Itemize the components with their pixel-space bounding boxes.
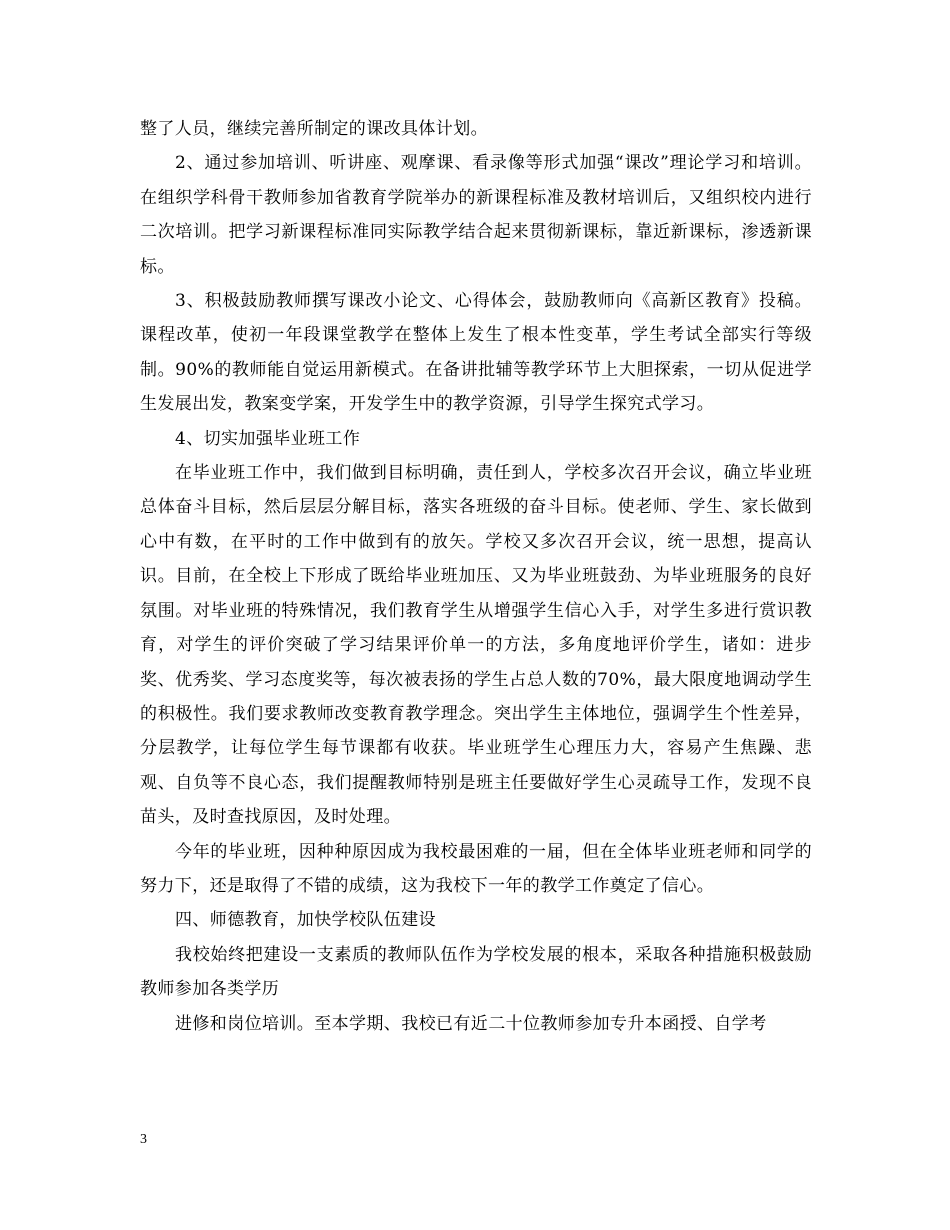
paragraph: 今年的毕业班，因种种原因成为我校最困难的一届，但在全体毕业班老师和同学的努力下，还是取得了不错的成绩，这为我校下一年的教学工作奠定了信心。 [140,841,812,896]
paragraph: 整了人员，继续完善所制定的课改具体计划。 [140,119,488,139]
section-heading: 4、切实加强毕业班工作 [175,428,361,449]
paragraph: 进修和岗位培训。至本学期、我校已有近二十位教师参加专升本函授、自学考 [175,1013,767,1034]
page-number: 3 [140,1132,147,1147]
section-heading: 四、师德教育，加快学校队伍建设 [175,910,436,931]
paragraph: 在毕业班工作中，我们做到目标明确，责任到人，学校多次召开会议，确立毕业班总体奋斗目标，然后层层分解目标，落实各班级的奋斗目标。使老师、学生、家长做到心中有数，在平时的工作中做到有的放矢。学校又多次召开会议，统一思想，提高认识。目前，在全校上下形成了既给毕业班加压、又为毕业班鼓劲、为毕业班服务的良好氛围。对毕业班的特殊情况，我们教育学生从增强学生信心入手，对学生多进行赏识教育，对学生的评价突破了学习结果评价单一的方法，多角度地评价学生，诸如：进步奖、优秀奖、学习态度奖等，每次被表扬的学生占总人数的70%，最大限度地调动学生的积极性。我们要求教师改变教育教学理念。突出学生主体地位，强调学生个性差异，分层教学，让每位学生每节课都有收获。毕业班学生心理压力大，容易产生焦躁、悲观、自负等不良心态，我们提醒教师特别是班主任要做好学生心灵疏导工作，发现不良苗头，及时查找原因，及时处理。 [140,463,812,828]
paragraph: 2、通过参加培训、听讲座、观摩课、看录像等形式加强“课改”理论学习和培训。在组织学科骨干教师参加省教育学院举办的新课程标准及教材培训后，又组织校内进行二次培训。把学习新课程标准同实际教学结合起来贯彻新课标，靠近新课标，渗透新课标。 [140,153,812,277]
paragraph: 3、积极鼓励教师撰写课改小论文、心得体会，鼓励教师向《高新区教育》投稿。课程改革，使初一年段课堂教学在整体上发生了根本性变革，学生考试全部实行等级制。90%的教师能自觉运用新模式。在备讲批辅等教学环节上大胆探索，一切从促进学生发展出发，教案变学案，开发学生中的教学资源，引导学生探究式学习。 [140,291,812,415]
paragraph: 我校始终把建设一支素质的教师队伍作为学校发展的根本，采取各种措施积极鼓励教师参加各类学历 [140,944,812,1000]
document-body [140,112,812,1041]
